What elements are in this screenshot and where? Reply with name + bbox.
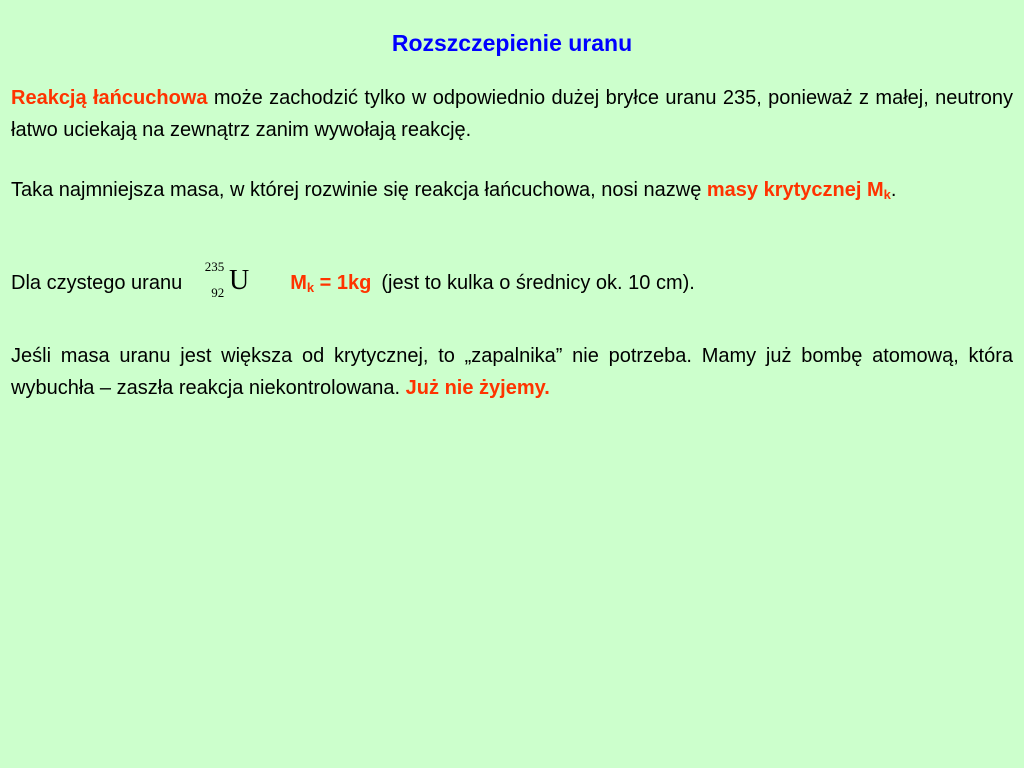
critical-mass-term (707, 179, 891, 201)
isotope-atomic-number: 92 (211, 284, 225, 300)
slide-title: Rozszczepienie uranu (391, 30, 633, 56)
critical-mass-text: Taka najmniejsza masa, w której rozwinie się reakcja łańcuchowa, nosi nazwę (11, 179, 707, 201)
critical-mass-subscript: k (883, 187, 891, 202)
atomic-bomb-text: Jeśli masa uranu jest większa od krytycznej, to „zapalnika” nie potrzeba. Mamy już bombę atomową, która wybuchła – zaszła reakcja niekontrolowana. (11, 345, 1013, 399)
mk-value: = 1kg (314, 272, 372, 294)
paragraph-chain-reaction (11, 82, 1013, 146)
pure-uranium-suffix: (jest to kulka o średnicy ok. 10 cm). (381, 272, 695, 294)
critical-mass-end: . (890, 179, 897, 201)
paragraph-pure-uranium (11, 258, 1013, 302)
chain-reaction-term: Reakcją łańcuchowa (11, 87, 208, 109)
isotope-mass-number: 235 (204, 258, 225, 274)
uranium-isotope-notation (198, 258, 260, 302)
pure-uranium-prefix: Dla czystego uranu (11, 272, 183, 294)
critical-mass-value (290, 272, 371, 294)
paragraph-critical-mass (11, 174, 1013, 206)
mk-symbol: M (290, 272, 307, 294)
mk-subscript: k (306, 280, 315, 295)
paragraph-atomic-bomb (11, 340, 1013, 404)
critical-mass-term-label: masy krytycznej M (706, 179, 884, 201)
isotope-symbol: U (228, 264, 250, 296)
chain-reaction-text: może zachodzić tylko w odpowiednio dużej bryłce uranu 235, ponieważ z małej, neutrony łatwo uciekają na zewnątrz zanim wywołają reakcję. (11, 87, 1013, 141)
atomic-bomb-conclusion: Już nie żyjemy. (405, 377, 550, 399)
